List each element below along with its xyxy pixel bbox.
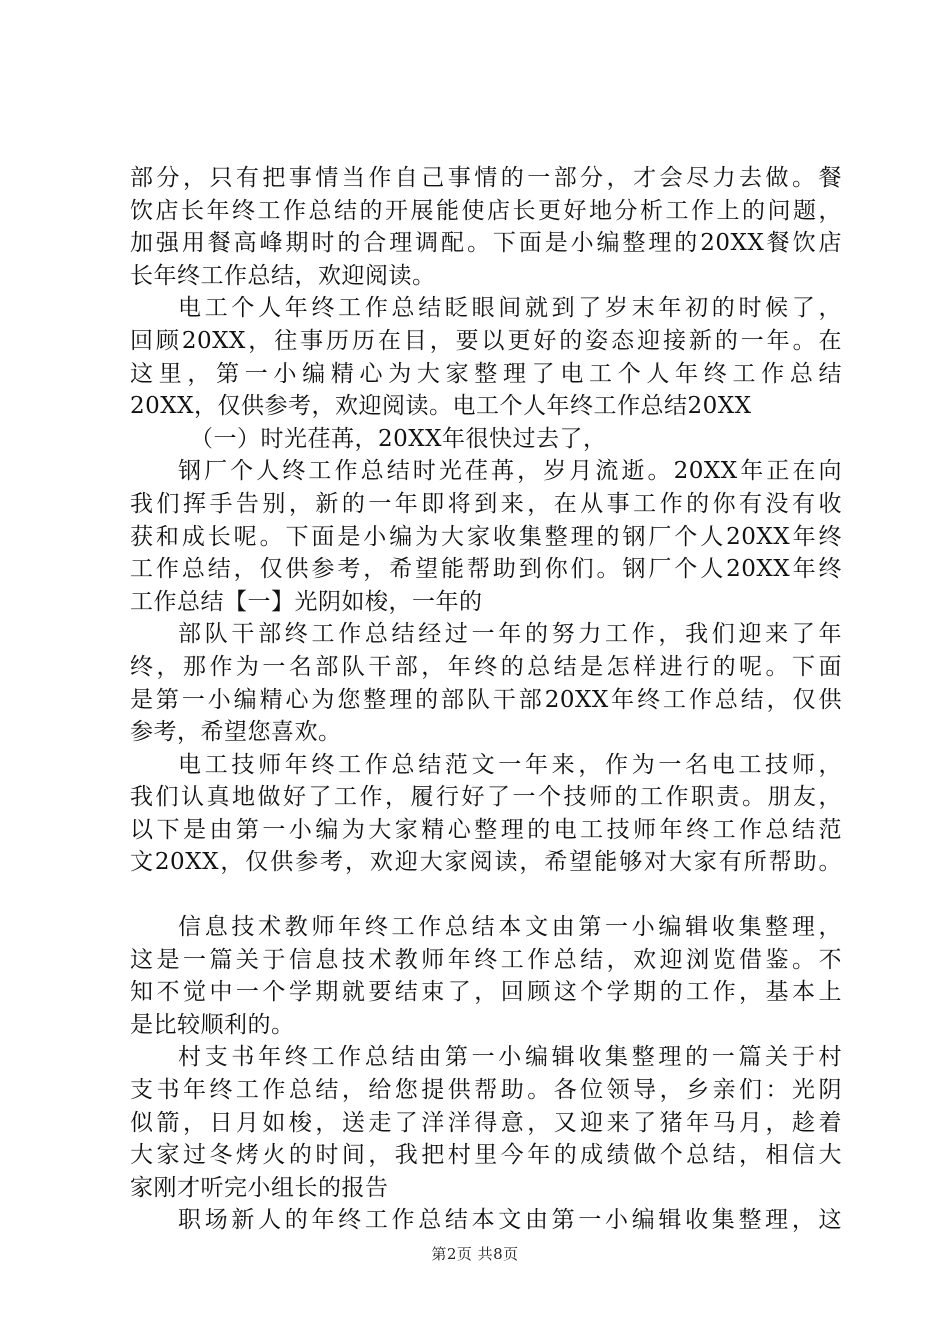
text-line: 饮店长年终工作总结的开展能使店长更好地分析工作上的问题， xyxy=(130,197,842,224)
text-line: 加强用餐高峰期时的合理调配。下面是小编整理的20XX餐饮店 xyxy=(130,230,842,257)
text-line: 我们挥手告别，新的一年即将到来，在从事工作的你有没有收 xyxy=(130,490,842,517)
text-line: 电工个人年终工作总结眨眼间就到了岁末年初的时候了， xyxy=(178,295,842,322)
text-line: 终，那作为一名部队干部，年终的总结是怎样进行的呢。下面 xyxy=(130,653,842,680)
text-line: 工作总结【一】光阴如梭，一年的 xyxy=(130,588,483,615)
text-line: 这是一篇关于信息技术教师年终工作总结，欢迎浏览借鉴。不 xyxy=(130,946,842,973)
text-line: 大家过冬烤火的时间，我把村里今年的成绩做个总结，相信大 xyxy=(130,1142,842,1169)
text-line: 村支书年终工作总结由第一小编辑收集整理的一篇关于村 xyxy=(178,1044,842,1071)
document-body xyxy=(130,162,842,1237)
text-line: 参考，希望您喜欢。 xyxy=(130,719,342,746)
text-line: 文20XX，仅供参考，欢迎大家阅读，希望能够对大家有所帮助。 xyxy=(130,849,842,876)
text-line: 20XX，仅供参考，欢迎阅读。电工个人年终工作总结20XX xyxy=(130,393,752,420)
text-line: 以下是由第一小编为大家精心整理的电工技师年终工作总结范 xyxy=(130,816,842,843)
page-number-footer: 第2页 共8页 xyxy=(431,1245,519,1263)
text-line: 支书年终工作总结，给您提供帮助。各位领导，乡亲们：光阴 xyxy=(130,1077,842,1104)
text-line: 信息技术教师年终工作总结本文由第一小编辑收集整理， xyxy=(178,914,842,941)
text-line: 知不觉中一个学期就要结束了，回顾这个学期的工作，基本上 xyxy=(130,979,842,1006)
text-line: 回顾20XX，往事历历在目，要以更好的姿态迎接新的一年。在 xyxy=(130,327,842,354)
text-line: 职场新人的年终工作总结本文由第一小编辑收集整理，这 xyxy=(178,1207,842,1234)
text-line: 部队干部终工作总结经过一年的努力工作，我们迎来了年 xyxy=(178,621,842,648)
text-line: 长年终工作总结，欢迎阅读。 xyxy=(130,262,436,289)
text-line: 部分，只有把事情当作自己事情的一部分，才会尽力去做。餐 xyxy=(130,165,842,191)
text-line: 工作总结，仅供参考，希望能帮助到你们。钢厂个人20XX年终 xyxy=(130,556,842,583)
text-line: 电工技师年终工作总结范文一年来，作为一名电工技师， xyxy=(178,751,842,778)
text-line: 是第一小编精心为您整理的部队干部20XX年终工作总结，仅供 xyxy=(130,686,842,713)
text-line: 钢厂个人终工作总结时光荏苒，岁月流逝。20XX年正在向 xyxy=(178,458,842,485)
text-line: 似箭，日月如梭，送走了洋洋得意，又迎来了猪年马月，趁着 xyxy=(130,1109,842,1136)
text-line: 这里，第一小编精心为大家整理了电工个人年终工作总结 xyxy=(130,360,842,387)
text-line: 是比较顺利的。 xyxy=(130,1011,295,1038)
paragraph-gap xyxy=(130,879,842,911)
text-line: （一）时光荏苒，20XX年很快过去了， xyxy=(190,425,607,452)
text-line: 家刚才听完小组长的报告 xyxy=(130,1174,389,1201)
text-line: 获和成长呢。下面是小编为大家收集整理的钢厂个人20XX年终 xyxy=(130,523,842,550)
text-line: 我们认真地做好了工作，履行好了一个技师的工作职责。朋友， xyxy=(130,784,842,811)
